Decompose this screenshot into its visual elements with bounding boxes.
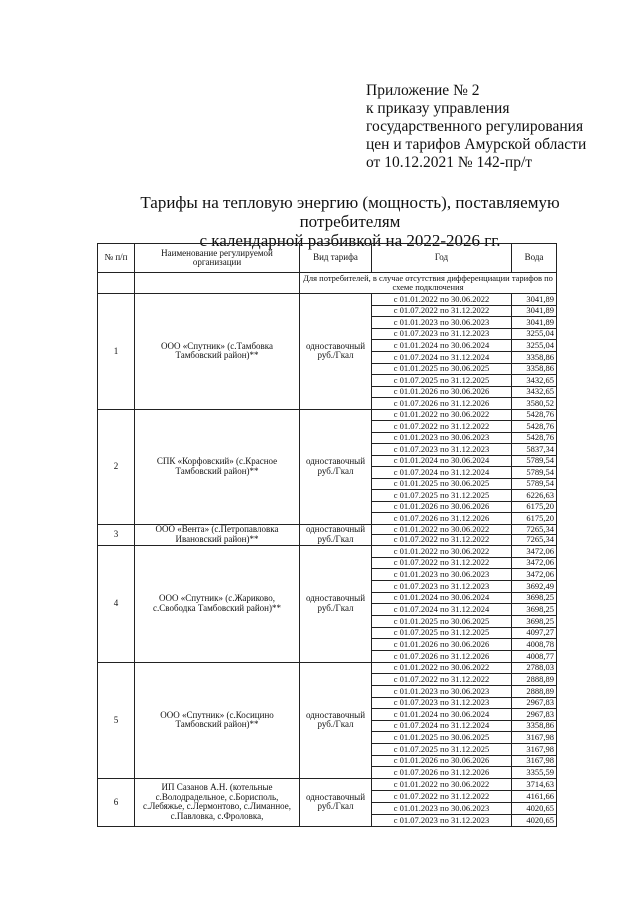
period-cell: с 01.01.2024 по 30.06.2024 (372, 592, 512, 604)
organization-name: ООО «Спутник» (с.Косицино Тамбовский район)** (135, 662, 300, 778)
period-cell: с 01.01.2022 по 30.06.2022 (372, 524, 512, 535)
tariff-value-cell: 3698,25 (512, 616, 557, 628)
tariff-value-cell: 4097,27 (512, 627, 557, 639)
table-header-row (98, 244, 557, 273)
tariff-value-cell: 3472,06 (512, 545, 557, 557)
period-cell: с 01.07.2024 по 31.12.2024 (372, 604, 512, 616)
period-cell: с 01.07.2025 по 31.12.2025 (372, 375, 512, 387)
organization-name: ООО «Спутник» (с.Жариково, с.Свободка Тамбовский район)** (135, 545, 300, 662)
tariff-value-cell: 3580,52 (512, 398, 557, 410)
header-year: Год (372, 244, 512, 273)
tariff-value-cell: 2888,89 (512, 674, 557, 686)
organization-name: ООО «Спутник» (с.Тамбовка Тамбовский район)** (135, 294, 300, 410)
header-org: Наименование регулируемой организации (135, 244, 300, 273)
table-body (98, 294, 557, 827)
tariff-value-cell: 5789,54 (512, 455, 557, 467)
tariff-value-cell: 5789,54 (512, 478, 557, 490)
period-cell: с 01.01.2022 по 30.06.2022 (372, 409, 512, 421)
annex-line: от 10.12.2021 № 142-пр/т (366, 154, 533, 171)
period-cell: с 01.07.2023 по 31.12.2023 (372, 328, 512, 340)
tariff-value-cell: 3358,86 (512, 351, 557, 363)
header-num: № п/п (98, 244, 135, 273)
tariff-kind: одноставочный руб./Гкал (300, 524, 372, 545)
tariff-value-cell: 4008,77 (512, 651, 557, 663)
period-cell: с 01.07.2024 по 31.12.2024 (372, 720, 512, 732)
tariff-kind: одноставочный руб./Гкал (300, 545, 372, 662)
table-subheader-row (98, 273, 557, 294)
period-cell: с 01.01.2024 по 30.06.2024 (372, 455, 512, 467)
tariff-value-cell: 3698,25 (512, 604, 557, 616)
annex-line: Приложение № 2 (366, 82, 480, 99)
row-number: 6 (98, 778, 135, 826)
period-cell: с 01.01.2022 по 30.06.2022 (372, 545, 512, 557)
period-cell: с 01.01.2023 по 30.06.2023 (372, 569, 512, 581)
tariff-value-cell: 6175,20 (512, 501, 557, 513)
period-cell: с 01.07.2022 по 31.12.2022 (372, 305, 512, 317)
tariff-value-cell: 2967,83 (512, 709, 557, 721)
tariff-value-cell: 5428,76 (512, 432, 557, 444)
period-cell: с 01.01.2025 по 30.06.2025 (372, 363, 512, 375)
row-number: 2 (98, 409, 135, 524)
row-number: 1 (98, 294, 135, 410)
tariff-value-cell: 3692,49 (512, 581, 557, 593)
tariff-value-cell: 2888,89 (512, 686, 557, 698)
tariff-value-cell: 3358,86 (512, 720, 557, 732)
period-cell: с 01.07.2022 по 31.12.2022 (372, 790, 512, 802)
tariff-value-cell: 2788,03 (512, 662, 557, 674)
row-number: 3 (98, 524, 135, 545)
period-cell: с 01.07.2026 по 31.12.2026 (372, 651, 512, 663)
tariff-kind: одноставочный руб./Гкал (300, 662, 372, 778)
annex-line: государственного регулирования (366, 118, 584, 135)
tariff-kind: одноставочный руб./Гкал (300, 409, 372, 524)
tariff-value-cell: 5428,76 (512, 409, 557, 421)
tariff-value-cell: 4161,66 (512, 790, 557, 802)
tariff-value-cell: 3698,25 (512, 592, 557, 604)
period-cell: с 01.01.2026 по 30.06.2026 (372, 755, 512, 767)
period-cell: с 01.07.2026 по 31.12.2026 (372, 767, 512, 779)
tariff-kind: одноставочный руб./Гкал (300, 778, 372, 826)
tariff-value-cell: 3255,04 (512, 340, 557, 352)
period-cell: с 01.01.2022 по 30.06.2022 (372, 662, 512, 674)
tariff-value-cell: 3472,06 (512, 569, 557, 581)
period-cell: с 01.01.2026 по 30.06.2026 (372, 639, 512, 651)
period-cell: с 01.01.2026 по 30.06.2026 (372, 501, 512, 513)
period-cell: с 01.01.2023 по 30.06.2023 (372, 432, 512, 444)
tariff-value-cell: 5789,54 (512, 467, 557, 479)
annex-block (366, 82, 636, 172)
annex-line: цен и тарифов Амурской области (366, 136, 587, 153)
table-row (98, 409, 557, 421)
tariff-value-cell: 5837,34 (512, 444, 557, 456)
tariff-value-cell: 3167,98 (512, 732, 557, 744)
tariff-value-cell: 3041,89 (512, 317, 557, 329)
tariff-value-cell: 3472,06 (512, 557, 557, 569)
period-cell: с 01.07.2023 по 31.12.2023 (372, 697, 512, 709)
table-row (98, 662, 557, 674)
organization-name: СПК «Корфовский» (с.Красное Тамбовский район)** (135, 409, 300, 524)
header-kind: Вид тарифа (300, 244, 372, 273)
subheader-text: Для потребителей, в случае отсутствия дифференциации тарифов по схеме подключения (300, 273, 557, 294)
period-cell: с 01.07.2023 по 31.12.2023 (372, 581, 512, 593)
period-cell: с 01.07.2024 по 31.12.2024 (372, 467, 512, 479)
period-cell: с 01.01.2024 по 30.06.2024 (372, 340, 512, 352)
row-number: 4 (98, 545, 135, 662)
tariff-value-cell: 3355,59 (512, 767, 557, 779)
tariff-value-cell: 2967,83 (512, 697, 557, 709)
organization-name: ИП Сазанов А.Н. (котельные с.Володрадельное, с.Борисполь, с.Лебяжье, с.Лермонтово, с.Лиманное, с.Павловка, с.Фроловка, (135, 778, 300, 826)
tariff-value-cell: 4008,78 (512, 639, 557, 651)
period-cell: с 01.01.2022 по 30.06.2022 (372, 294, 512, 306)
table-row (98, 778, 557, 790)
period-cell: с 01.07.2022 по 31.12.2022 (372, 557, 512, 569)
tariff-value-cell: 4020,65 (512, 802, 557, 814)
period-cell: с 01.01.2025 по 30.06.2025 (372, 616, 512, 628)
tariff-value-cell: 3041,89 (512, 294, 557, 306)
period-cell: с 01.07.2026 по 31.12.2026 (372, 398, 512, 410)
period-cell: с 01.01.2023 по 30.06.2023 (372, 686, 512, 698)
annex-line: к приказу управления (366, 100, 510, 117)
tariff-value-cell: 3432,65 (512, 386, 557, 398)
tariffs-table (97, 243, 557, 827)
period-cell: с 01.01.2025 по 30.06.2025 (372, 478, 512, 490)
tariff-value-cell: 6175,20 (512, 513, 557, 525)
table-row (98, 545, 557, 557)
table-row (98, 524, 557, 535)
period-cell: с 01.07.2025 по 31.12.2025 (372, 743, 512, 755)
period-cell: с 01.01.2023 по 30.06.2023 (372, 802, 512, 814)
organization-name: ООО «Вента» (с.Петропавловка Ивановский район)** (135, 524, 300, 545)
tariff-value-cell: 3714,63 (512, 778, 557, 790)
period-cell: с 01.07.2025 по 31.12.2025 (372, 490, 512, 502)
subheader-empty (98, 273, 135, 294)
tariff-value-cell: 3255,04 (512, 328, 557, 340)
period-cell: с 01.01.2026 по 30.06.2026 (372, 386, 512, 398)
period-cell: с 01.07.2022 по 31.12.2022 (372, 421, 512, 433)
tariff-value-cell: 7265,34 (512, 535, 557, 546)
tariff-value-cell: 4020,65 (512, 814, 557, 826)
tariff-value-cell: 3358,86 (512, 363, 557, 375)
period-cell: с 01.01.2022 по 30.06.2022 (372, 778, 512, 790)
period-cell: с 01.07.2025 по 31.12.2025 (372, 627, 512, 639)
tariff-value-cell: 3432,65 (512, 375, 557, 387)
tariff-kind: одноставочный руб./Гкал (300, 294, 372, 410)
tariff-value-cell: 3167,98 (512, 755, 557, 767)
period-cell: с 01.07.2024 по 31.12.2024 (372, 351, 512, 363)
period-cell: с 01.01.2023 по 30.06.2023 (372, 317, 512, 329)
tariff-value-cell: 7265,34 (512, 524, 557, 535)
tariff-value-cell: 3167,98 (512, 743, 557, 755)
document-title (110, 193, 590, 250)
subheader-empty (135, 273, 300, 294)
period-cell: с 01.07.2022 по 31.12.2022 (372, 674, 512, 686)
period-cell: с 01.07.2022 по 31.12.2022 (372, 535, 512, 546)
title-line: Тарифы на тепловую энергию (мощность), поставляемую потребителям (140, 193, 560, 231)
period-cell: с 01.07.2023 по 31.12.2023 (372, 444, 512, 456)
table-row (98, 294, 557, 306)
period-cell: с 01.07.2026 по 31.12.2026 (372, 513, 512, 525)
title-line: с календарной разбивкой на 2022-2026 гг. (199, 231, 501, 250)
period-cell: с 01.07.2023 по 31.12.2023 (372, 814, 512, 826)
tariff-value-cell: 6226,63 (512, 490, 557, 502)
tariff-value-cell: 5428,76 (512, 421, 557, 433)
period-cell: с 01.01.2025 по 30.06.2025 (372, 732, 512, 744)
header-water: Вода (512, 244, 557, 273)
period-cell: с 01.01.2024 по 30.06.2024 (372, 709, 512, 721)
tariff-value-cell: 3041,89 (512, 305, 557, 317)
row-number: 5 (98, 662, 135, 778)
